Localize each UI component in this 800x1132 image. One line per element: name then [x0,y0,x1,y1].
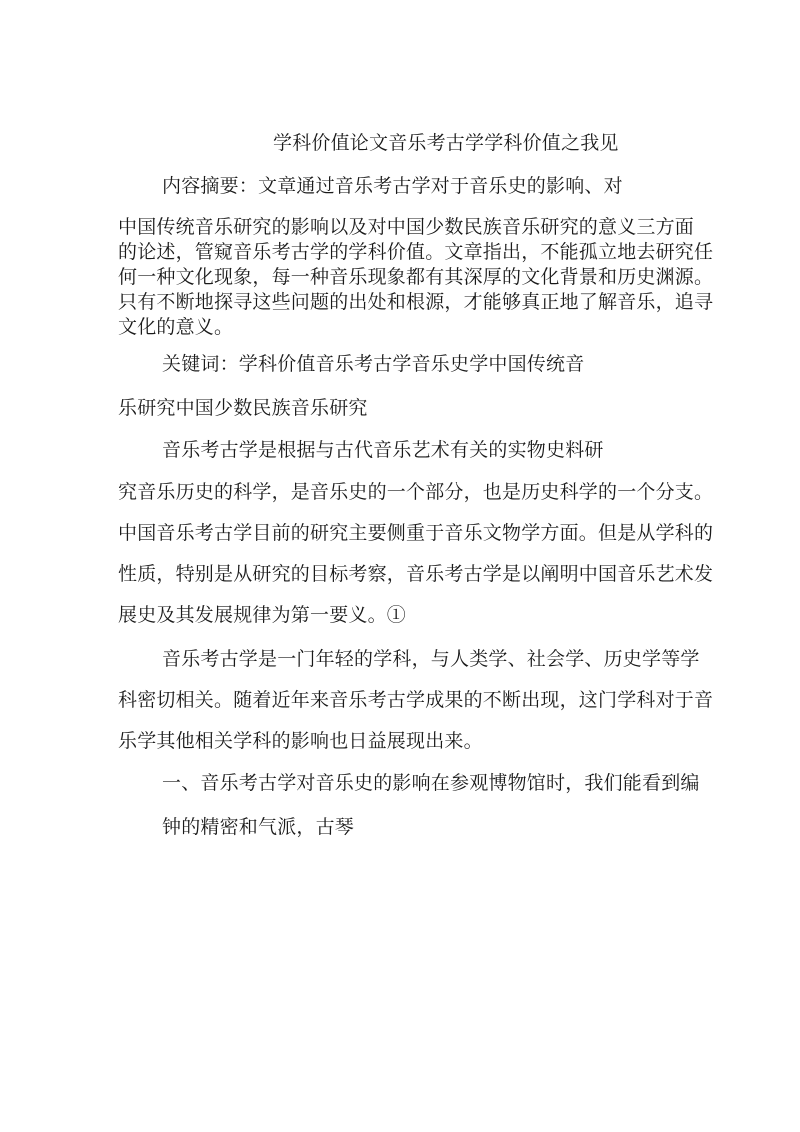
abstract-line: 内容摘要：文章通过音乐考古学对于音乐史的影响、对 [162,175,623,197]
paragraph-line: 展史及其发展规律为第一要义。① [118,604,407,626]
document-title: 学科价值论文音乐考古学学科价值之我见 [273,132,619,154]
paragraph-line: 中国音乐考古学目前的研究主要侧重于音乐文物学方面。但是从学科的 [118,522,714,544]
keywords-line: 关键词：学科价值音乐考古学音乐史学中国传统音 [162,353,585,375]
paragraph-line: 音乐考古学是一门年轻的学科，与人类学、社会学、历史学等学 [162,648,700,670]
paragraph-line: 科密切相关。随着近年来音乐考古学成果的不断出现，这门学科对于音 [118,689,714,711]
paragraph-line: 音乐考古学是根据与古代音乐艺术有关的实物史料研 [162,439,604,461]
paragraph-line: 乐学其他相关学科的影响也日益展现出来。 [118,730,483,752]
abstract-line: 的论述，管窥音乐考古学的学科价值。文章指出，不能孤立地去研究任 [118,241,714,263]
paragraph-line: 性质，特别是从研究的目标考察，音乐考古学是以阐明中国音乐艺术发 [118,563,714,585]
section-heading-line: 钟的精密和气派，古琴 [162,816,355,838]
keywords-line: 乐研究中国少数民族音乐研究 [118,397,368,419]
section-heading-line: 一、音乐考古学对音乐史的影响在参观博物馆时，我们能看到编 [162,772,700,794]
paragraph-line: 究音乐历史的科学，是音乐史的一个部分，也是历史科学的一个分支。 [118,481,714,503]
abstract-line: 只有不断地探寻这些问题的出处和根源，才能够真正地了解音乐，追寻 [118,291,714,313]
abstract-line: 中国传统音乐研究的影响以及对中国少数民族音乐研究的意义三方面 [118,216,695,238]
abstract-line: 文化的意义。 [118,316,234,338]
abstract-line: 何一种文化现象，每一种音乐现象都有其深厚的文化背景和历史渊源。 [118,266,714,288]
